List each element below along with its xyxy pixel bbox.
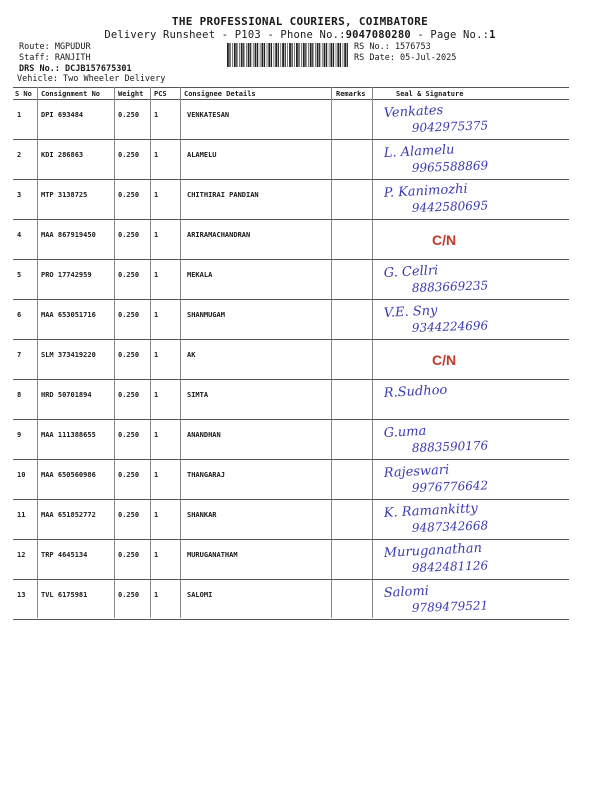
runsheet-label: Delivery Runsheet - P103 - Phone No.:	[104, 29, 346, 41]
row-consignee: SHANKAR	[187, 511, 217, 519]
row-sno: 13	[17, 591, 26, 599]
signature-name: Venkates	[383, 102, 444, 121]
row-weight: 0.250	[118, 391, 140, 399]
row-signature	[372, 460, 572, 500]
row-consignment-no: PRO 17742959	[41, 271, 92, 279]
row-signature	[372, 300, 572, 340]
row-weight: 0.250	[118, 591, 140, 599]
row-signature	[372, 340, 572, 380]
row-weight: 0.250	[118, 351, 140, 359]
signature-name: Muruganathan	[383, 540, 483, 561]
signature-phone: 9976776642	[411, 478, 489, 495]
row-weight: 0.250	[118, 551, 140, 559]
row-consignee: CHITHIRAI PANDIAN	[187, 191, 259, 199]
row-sno: 4	[17, 231, 22, 239]
row-pcs: 1	[154, 231, 159, 239]
row-consignee: ANANDHAN	[187, 431, 221, 439]
col-header-pcs: PCS	[154, 90, 167, 98]
row-pcs: 1	[154, 391, 159, 399]
signature-phone: 9344224696	[411, 318, 489, 335]
col-header-remarks: Remarks	[336, 90, 366, 98]
row-weight: 0.250	[118, 111, 140, 119]
row-sno: 1	[17, 111, 22, 119]
drs-number: DRS No.: DCJB157675301	[19, 64, 132, 74]
row-consignee: SIMTA	[187, 391, 209, 399]
col-header-weight: Weight	[118, 90, 144, 98]
col-header-sno: S No	[15, 90, 32, 98]
row-consignment-no: HRD 50701894	[41, 391, 92, 399]
signature-name: Salomi	[383, 583, 430, 601]
signature-name: K. Ramankitty	[383, 501, 479, 521]
signature-name: V.E. Sny	[383, 303, 438, 321]
barcode	[227, 43, 349, 67]
row-consignee: ARIRAMACHANDRAN	[187, 231, 251, 239]
row-sno: 9	[17, 431, 22, 439]
col-header-consignee: Consignee Details	[184, 90, 256, 98]
row-signature	[372, 540, 572, 580]
page-number: 1	[489, 29, 496, 41]
row-consignee: AK	[187, 351, 196, 359]
row-consignment-no: KDI 286863	[41, 151, 84, 159]
row-consignment-no: MAA 650560986	[41, 471, 96, 479]
row-weight: 0.250	[118, 271, 140, 279]
row-consignment-no: SLM 373419220	[41, 351, 96, 359]
row-pcs: 1	[154, 431, 159, 439]
row-consignment-no: DPI 693484	[41, 111, 84, 119]
row-consignment-no: MTP 3138725	[41, 191, 88, 199]
row-signature	[372, 180, 572, 220]
row-sno: 8	[17, 391, 22, 399]
row-consignment-no: TRP 4645134	[41, 551, 88, 559]
row-signature	[372, 380, 572, 420]
row-sno: 3	[17, 191, 22, 199]
table-top-border	[13, 87, 569, 88]
signature-phone: 8883669235	[411, 278, 489, 295]
row-weight: 0.250	[118, 511, 140, 519]
row-pcs: 1	[154, 271, 159, 279]
page-label: - Page No.:	[410, 29, 490, 41]
row-signature	[372, 420, 572, 460]
row-weight: 0.250	[118, 311, 140, 319]
signature-name: L. Alamelu	[383, 142, 455, 161]
row-signature	[372, 100, 572, 140]
row-sno: 12	[17, 551, 26, 559]
row-consignee: MEKALA	[187, 271, 213, 279]
row-consignee: SALOMI	[187, 591, 213, 599]
row-pcs: 1	[154, 591, 159, 599]
signature-name: R.Sudhoo	[383, 382, 448, 401]
row-weight: 0.250	[118, 231, 140, 239]
rs-number: RS No.: 1576753	[354, 42, 431, 52]
signature-phone: 9487342668	[411, 518, 489, 535]
row-consignee: MURUGANATHAM	[187, 551, 238, 559]
signature-phone: 9842481126	[411, 558, 489, 575]
row-weight: 0.250	[118, 431, 140, 439]
row-pcs: 1	[154, 311, 159, 319]
row-signature	[372, 140, 572, 180]
rs-info	[354, 42, 456, 64]
signature-name: Rajeswari	[383, 462, 450, 481]
row-weight: 0.250	[118, 471, 140, 479]
row-pcs: 1	[154, 551, 159, 559]
staff-text: Staff: RANJITH	[19, 53, 91, 63]
signature-phone: 9789479521	[411, 598, 489, 615]
rs-date: RS Date: 05-Jul-2025	[354, 53, 457, 63]
signature-phone: 9442580695	[411, 198, 489, 215]
runsheet-subtitle	[0, 29, 600, 41]
row-sno: 7	[17, 351, 22, 359]
row-consignment-no: MAA 651852772	[41, 511, 96, 519]
signature-phone: 8883590176	[411, 438, 489, 455]
row-signature	[372, 260, 572, 300]
row-pcs: 1	[154, 151, 159, 159]
row-sno: 10	[17, 471, 26, 479]
row-sno: 2	[17, 151, 22, 159]
vehicle-text: Vehicle: Two Wheeler Delivery	[17, 74, 166, 84]
col-header-consignment: Consignment No	[41, 90, 101, 98]
row-sno: 5	[17, 271, 22, 279]
row-consignment-no: TVL 6175981	[41, 591, 88, 599]
row-consignment-no: MAA 653051716	[41, 311, 96, 319]
row-weight: 0.250	[118, 151, 140, 159]
row-signature	[372, 500, 572, 540]
signature-name: G. Cellri	[383, 263, 439, 281]
signature-name: G.uma	[383, 423, 427, 441]
route-text: Route: MGPUDUR	[19, 42, 91, 52]
row-consignment-no: MAA 867919450	[41, 231, 96, 239]
cn-mark: C/N	[432, 232, 457, 248]
route-info	[19, 42, 132, 75]
row-pcs: 1	[154, 111, 159, 119]
row-consignee: ALAMELU	[187, 151, 217, 159]
cn-mark: C/N	[432, 352, 457, 368]
signature-phone: 9965588869	[411, 158, 489, 175]
row-consignee: VENKATESAN	[187, 111, 230, 119]
company-title: THE PROFESSIONAL COURIERS, COIMBATORE	[171, 15, 429, 28]
row-weight: 0.250	[118, 191, 140, 199]
row-consignment-no: MAA 111388655	[41, 431, 96, 439]
row-consignee: SHANMUGAM	[187, 311, 225, 319]
row-signature	[372, 580, 572, 620]
row-signature	[372, 220, 572, 260]
col-header-seal: Seal & Signature	[396, 90, 464, 98]
signature-phone: 9042975375	[411, 118, 489, 135]
row-sno: 11	[17, 511, 26, 519]
row-pcs: 1	[154, 191, 159, 199]
row-consignee: THANGARAJ	[187, 471, 225, 479]
signature-name: P. Kanimozhi	[383, 181, 469, 201]
row-pcs: 1	[154, 511, 159, 519]
row-sno: 6	[17, 311, 22, 319]
row-pcs: 1	[154, 471, 159, 479]
row-pcs: 1	[154, 351, 159, 359]
phone-number: 9047080280	[345, 29, 411, 41]
